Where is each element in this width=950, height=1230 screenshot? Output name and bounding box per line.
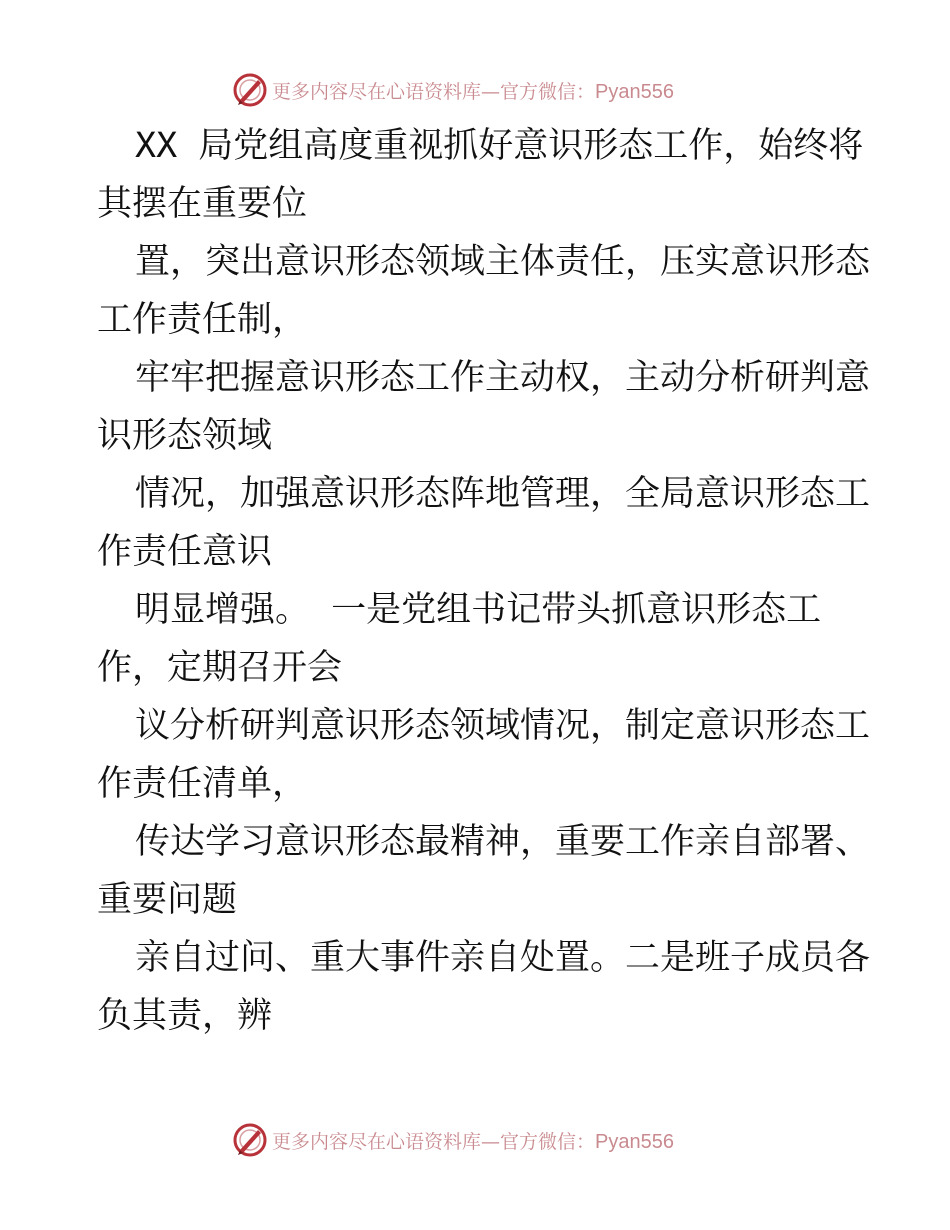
body-line: 识形态领域 <box>97 416 273 456</box>
body-line: 重要问题 <box>97 880 238 920</box>
body-line: 作，定期召开会 <box>97 648 343 688</box>
body-line: 亲自过问、重大事件亲自处置。二是班子成员各 <box>135 938 871 978</box>
body-line: 议分析研判意识形态领域情况，制定意识形态工 <box>135 706 871 746</box>
body-line: 作责任意识 <box>97 532 273 572</box>
body-line: 工作责任制， <box>97 300 308 340</box>
body-line: 传达学习意识形态最精神，重要工作亲自部署、 <box>135 822 871 862</box>
body-line: XX 局党组高度重视抓好意识形态工作，始终将 <box>135 126 864 166</box>
header-watermark <box>232 70 674 110</box>
pen-seal-logo-icon <box>232 1122 268 1158</box>
watermark-text: 更多内容尽在心语资料库—官方微信：Pyan556 <box>272 1130 674 1153</box>
document-body <box>97 117 871 1045</box>
body-line: 明显增强。 一是党组书记带头抓意识形态工 <box>135 590 822 630</box>
watermark-wechat-id: Pyan556 <box>595 1130 674 1153</box>
body-line: 作责任清单， <box>97 764 308 804</box>
pen-seal-logo-icon <box>232 72 268 108</box>
watermark-wechat-id: Pyan556 <box>595 80 674 103</box>
body-line: 负其责，辨 <box>97 996 273 1036</box>
body-line: 牢牢把握意识形态工作主动权，主动分析研判意 <box>135 358 871 398</box>
body-line: 置，突出意识形态领域主体责任，压实意识形态 <box>135 242 871 282</box>
body-line: 情况，加强意识形态阵地管理，全局意识形态工 <box>135 474 871 514</box>
body-line: 其摆在重要位 <box>97 184 308 224</box>
watermark-text: 更多内容尽在心语资料库—官方微信：Pyan556 <box>272 80 674 103</box>
footer-watermark <box>232 1120 674 1160</box>
